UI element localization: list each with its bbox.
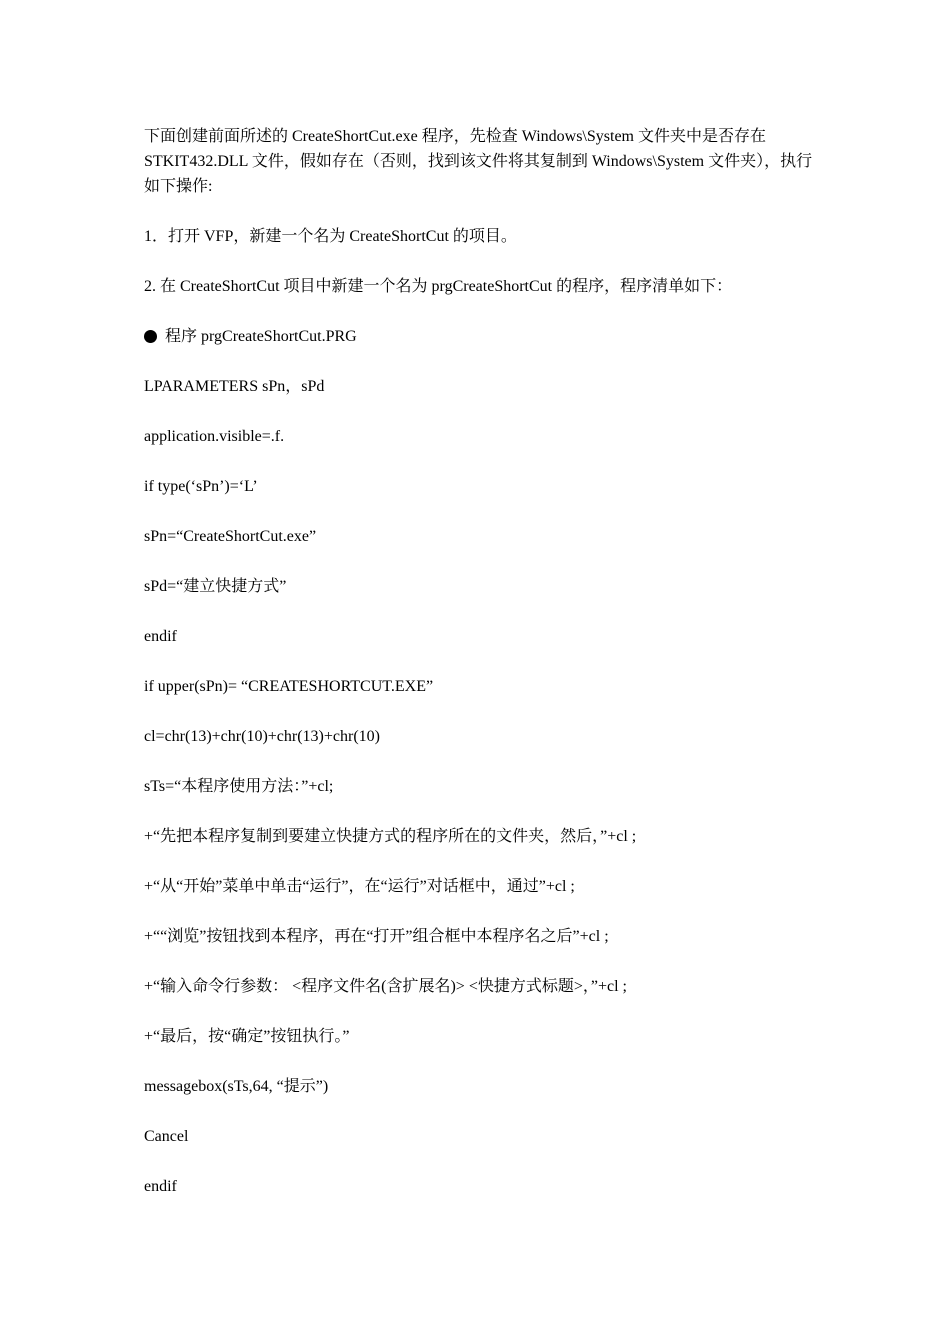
code-line: endif: [144, 1178, 177, 1195]
program-heading: [144, 324, 824, 349]
code-line: +“输入命令行参数： <程序文件名(含扩展名)> <快捷方式标题>，”+cl ;: [144, 978, 627, 995]
code-line: +“最后，按“确定”按钮执行。”: [144, 1028, 350, 1045]
document-body: [144, 124, 824, 1199]
code-line: +“先把本程序复制到要建立快捷方式的程序所在的文件夹，然后，”+cl ;: [144, 828, 637, 845]
code-line: Cancel: [144, 1128, 189, 1145]
code-line: application.visible=.f.: [144, 428, 285, 445]
code-line: if type(‘sPn’)=‘L’: [144, 478, 258, 495]
program-heading-label: 程序 prgCreateShortCut.PRG: [165, 328, 357, 345]
code-line: endif: [144, 628, 177, 645]
code-line: sPn=“CreateShortCut.exe”: [144, 528, 317, 545]
code-line: sTs=“本程序使用方法：”+cl;: [144, 778, 334, 795]
step-1: 1．打开 VFP，新建一个名为 CreateShortCut 的项目。: [144, 228, 517, 245]
code-line: cl=chr(13)+chr(10)+chr(13)+chr(10): [144, 728, 380, 745]
code-line: LPARAMETERS sPn，sPd: [144, 378, 325, 395]
code-line: +“从“开始”菜单中单击“运行”，在“运行”对话框中，通过”+cl ;: [144, 878, 575, 895]
code-line: messagebox(sTs,64, “提示”): [144, 1078, 329, 1095]
intro-paragraph: 下面创建前面所述的 CreateShortCut.exe 程序，先检查 Windows\System 文件夹中是否存在 STKIT432.DLL 文件，假如存在（否则，找到该文件将其复制到 Windows\System 文件夹），执行如下操作:: [144, 128, 813, 195]
bullet-icon: [144, 330, 157, 343]
code-line: if upper(sPn)= “CREATESHORTCUT.EXE”: [144, 678, 434, 695]
code-line: +““浏览”按钮找到本程序，再在“打开”组合框中本程序名之后”+cl ;: [144, 928, 609, 945]
step-2: 2. 在 CreateShortCut 项目中新建一个名为 prgCreateShortCut 的程序，程序清单如下：: [144, 278, 733, 295]
code-line: sPd=“建立快捷方式”: [144, 578, 287, 595]
